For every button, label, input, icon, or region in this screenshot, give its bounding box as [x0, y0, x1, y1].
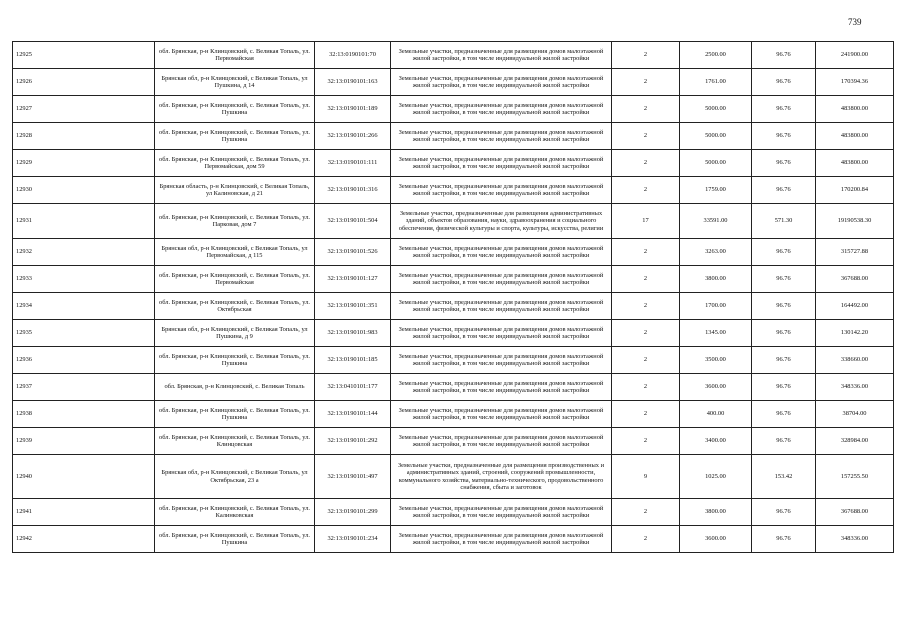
table-row [13, 96, 894, 123]
row-number-cell: 12939 [13, 428, 155, 455]
cadastral-number-cell: 32:13:0190101:163 [315, 69, 391, 96]
specific-value-cell: 96.76 [752, 499, 816, 526]
area-cell: 3500.00 [680, 347, 752, 374]
specific-value-cell: 96.76 [752, 177, 816, 204]
specific-value-cell: 96.76 [752, 69, 816, 96]
address-cell: обл. Брянская, р-н Клинцовский, с. Великая Топаль, ул. Пушкина [155, 401, 315, 428]
row-number-cell: 12928 [13, 123, 155, 150]
row-number-cell: 12935 [13, 320, 155, 347]
area-cell: 3800.00 [680, 266, 752, 293]
table-row [13, 499, 894, 526]
cadastral-value-cell: 19190538.30 [816, 204, 894, 239]
use-group-cell: 2 [612, 123, 680, 150]
address-cell: обл. Брянская, р-н Клинцовский, с. Великая Топаль, ул. Первомайская [155, 266, 315, 293]
specific-value-cell: 96.76 [752, 401, 816, 428]
use-group-cell: 2 [612, 96, 680, 123]
table-row [13, 204, 894, 239]
row-number-cell: 12933 [13, 266, 155, 293]
specific-value-cell: 96.76 [752, 320, 816, 347]
address-cell: Брянская область, р-н Клинцовский, с Великая Топаль, ул Калиновская, д 21 [155, 177, 315, 204]
cadastral-number-cell: 32:13:0190101:189 [315, 96, 391, 123]
area-cell: 3600.00 [680, 374, 752, 401]
cadastral-number-cell: 32:13:0190101:127 [315, 266, 391, 293]
cadastral-value-cell: 157255.50 [816, 455, 894, 499]
cadastral-number-cell: 32:13:0410101:177 [315, 374, 391, 401]
page-number: 739 [848, 17, 862, 27]
area-cell: 2500.00 [680, 42, 752, 69]
specific-value-cell: 96.76 [752, 96, 816, 123]
cadastral-value-cell: 164492.00 [816, 293, 894, 320]
specific-value-cell: 96.76 [752, 123, 816, 150]
area-cell: 3600.00 [680, 526, 752, 553]
cadastral-number-cell: 32:13:0190101:234 [315, 526, 391, 553]
use-group-cell: 2 [612, 239, 680, 266]
specific-value-cell: 96.76 [752, 374, 816, 401]
use-group-cell: 2 [612, 150, 680, 177]
row-number-cell: 12934 [13, 293, 155, 320]
cadastral-value-cell: 328984.00 [816, 428, 894, 455]
land-use-cell: Земельные участки, предназначенные для размещения домов малоэтажной жилой застройки, в том числе индивидуальной жилой застройки [391, 96, 612, 123]
land-use-cell: Земельные участки, предназначенные для размещения домов малоэтажной жилой застройки, в том числе индивидуальной жилой застройки [391, 293, 612, 320]
table-row [13, 177, 894, 204]
row-number-cell: 12929 [13, 150, 155, 177]
table-row [13, 428, 894, 455]
address-cell: обл. Брянская, р-н Клинцовский, с. Великая Топаль, ул. Первомайская, дом 59 [155, 150, 315, 177]
table-row [13, 526, 894, 553]
address-cell: обл. Брянская, р-н Клинцовский, с. Великая Топаль [155, 374, 315, 401]
address-cell: обл. Брянская, р-н Клинцовский, с. Великая Топаль, ул. Пушкина [155, 123, 315, 150]
row-number-cell: 12932 [13, 239, 155, 266]
cadastral-number-cell: 32:13:0190101:144 [315, 401, 391, 428]
cadastral-number-cell: 32:13:0190101:504 [315, 204, 391, 239]
cadastral-number-cell: 32:13:0190101:497 [315, 455, 391, 499]
cadastral-value-cell: 483800.00 [816, 123, 894, 150]
table-row [13, 42, 894, 69]
land-use-cell: Земельные участки, предназначенные для размещения домов малоэтажной жилой застройки, в том числе индивидуальной жилой застройки [391, 499, 612, 526]
land-use-cell: Земельные участки, предназначенные для размещения домов малоэтажной жилой застройки, в том числе индивидуальной жилой застройки [391, 428, 612, 455]
cadastral-number-cell: 32:13:0190101:111 [315, 150, 391, 177]
land-use-cell: Земельные участки, предназначенные для размещения домов малоэтажной жилой застройки, в том числе индивидуальной жилой застройки [391, 150, 612, 177]
land-use-cell: Земельные участки, предназначенные для размещения домов малоэтажной жилой застройки, в том числе индивидуальной жилой застройки [391, 526, 612, 553]
cadastral-value-cell: 483800.00 [816, 96, 894, 123]
area-cell: 5000.00 [680, 96, 752, 123]
land-use-cell: Земельные участки, предназначенные для размещения домов малоэтажной жилой застройки, в том числе индивидуальной жилой застройки [391, 266, 612, 293]
cadastral-value-cell: 241900.00 [816, 42, 894, 69]
area-cell: 400.00 [680, 401, 752, 428]
use-group-cell: 2 [612, 177, 680, 204]
cadastral-value-cell: 338660.00 [816, 347, 894, 374]
table-row [13, 123, 894, 150]
cadastral-number-cell: 32:13:0190101:526 [315, 239, 391, 266]
cadastral-number-cell: 32:13:0190101:266 [315, 123, 391, 150]
cadastral-number-cell: 32:13:0190101:292 [315, 428, 391, 455]
land-use-cell: Земельные участки, предназначенные для размещения домов малоэтажной жилой застройки, в том числе индивидуальной жилой застройки [391, 177, 612, 204]
specific-value-cell: 96.76 [752, 150, 816, 177]
address-cell: обл. Брянская, р-н Клинцовский, с. Великая Топаль, ул. Пушкина [155, 347, 315, 374]
land-registry-table [12, 41, 894, 553]
area-cell: 3400.00 [680, 428, 752, 455]
use-group-cell: 2 [612, 347, 680, 374]
table-row [13, 69, 894, 96]
specific-value-cell: 96.76 [752, 428, 816, 455]
table-row [13, 374, 894, 401]
area-cell: 1759.00 [680, 177, 752, 204]
use-group-cell: 2 [612, 69, 680, 96]
area-cell: 1700.00 [680, 293, 752, 320]
row-number-cell: 12930 [13, 177, 155, 204]
specific-value-cell: 96.76 [752, 526, 816, 553]
cadastral-value-cell: 130142.20 [816, 320, 894, 347]
cadastral-number-cell: 32:13:0190101:70 [315, 42, 391, 69]
cadastral-value-cell: 170200.84 [816, 177, 894, 204]
cadastral-value-cell: 483800.00 [816, 150, 894, 177]
use-group-cell: 2 [612, 293, 680, 320]
land-use-cell: Земельные участки, предназначенные для размещения домов малоэтажной жилой застройки, в том числе индивидуальной жилой застройки [391, 347, 612, 374]
use-group-cell: 2 [612, 499, 680, 526]
row-number-cell: 12942 [13, 526, 155, 553]
land-use-cell: Земельные участки, предназначенные для размещения производственных и административных зданий, строений, сооружений промышленности, коммунального хозяйства, материально-технического, продовольственного снабжения, сбыта и заготовок [391, 455, 612, 499]
address-cell: Брянская обл, р-н Клинцовский, с Великая Топаль, ул Первомайская, д 115 [155, 239, 315, 266]
specific-value-cell: 96.76 [752, 347, 816, 374]
land-use-cell: Земельные участки, предназначенные для размещения домов малоэтажной жилой застройки, в том числе индивидуальной жилой застройки [391, 69, 612, 96]
cadastral-value-cell: 315727.88 [816, 239, 894, 266]
table-row [13, 150, 894, 177]
table-body [13, 42, 894, 553]
cadastral-value-cell: 367688.00 [816, 266, 894, 293]
use-group-cell: 2 [612, 428, 680, 455]
row-number-cell: 12925 [13, 42, 155, 69]
area-cell: 5000.00 [680, 150, 752, 177]
use-group-cell: 17 [612, 204, 680, 239]
cadastral-value-cell: 38704.00 [816, 401, 894, 428]
area-cell: 3800.00 [680, 499, 752, 526]
use-group-cell: 9 [612, 455, 680, 499]
specific-value-cell: 571.30 [752, 204, 816, 239]
address-cell: Брянская обл, р-н Клинцовский, с Великая Топаль, ул Пушкина, д 9 [155, 320, 315, 347]
cadastral-value-cell: 367688.00 [816, 499, 894, 526]
table-row [13, 347, 894, 374]
address-cell: Брянская обл, р-н Клинцовский, с Великая Топаль, ул Октябрьская, 23 а [155, 455, 315, 499]
cadastral-value-cell: 170394.36 [816, 69, 894, 96]
table-row [13, 320, 894, 347]
area-cell: 1025.00 [680, 455, 752, 499]
area-cell: 5000.00 [680, 123, 752, 150]
row-number-cell: 12937 [13, 374, 155, 401]
area-cell: 3263.00 [680, 239, 752, 266]
address-cell: обл. Брянская, р-н Клинцовский, с. Великая Топаль, ул. Первомайская [155, 42, 315, 69]
row-number-cell: 12927 [13, 96, 155, 123]
area-cell: 1761.00 [680, 69, 752, 96]
land-use-cell: Земельные участки, предназначенные для размещения домов малоэтажной жилой застройки, в том числе индивидуальной жилой застройки [391, 320, 612, 347]
land-use-cell: Земельные участки, предназначенные для размещения домов малоэтажной жилой застройки, в том числе индивидуальной жилой застройки [391, 42, 612, 69]
area-cell: 33591.00 [680, 204, 752, 239]
row-number-cell: 12940 [13, 455, 155, 499]
land-use-cell: Земельные участки, предназначенные для размещения домов малоэтажной жилой застройки, в том числе индивидуальной жилой застройки [391, 123, 612, 150]
address-cell: обл. Брянская, р-н Клинцовский, с. Великая Топаль, ул. Пушкина [155, 96, 315, 123]
cadastral-number-cell: 32:13:0190101:299 [315, 499, 391, 526]
address-cell: обл. Брянская, р-н Клинцовский, с. Великая Топаль, ул. Клинцовская [155, 428, 315, 455]
use-group-cell: 2 [612, 266, 680, 293]
address-cell: обл. Брянская, р-н Клинцовский, с. Великая Топаль, ул. Калинковская [155, 499, 315, 526]
row-number-cell: 12931 [13, 204, 155, 239]
use-group-cell: 2 [612, 526, 680, 553]
land-use-cell: Земельные участки, предназначенные для размещения домов малоэтажной жилой застройки, в том числе индивидуальной жилой застройки [391, 374, 612, 401]
cadastral-value-cell: 348336.00 [816, 526, 894, 553]
area-cell: 1345.00 [680, 320, 752, 347]
cadastral-number-cell: 32:13:0190101:316 [315, 177, 391, 204]
use-group-cell: 2 [612, 374, 680, 401]
table-row [13, 455, 894, 499]
table-row [13, 239, 894, 266]
cadastral-number-cell: 32:13:0190101:351 [315, 293, 391, 320]
land-use-cell: Земельные участки, предназначенные для размещения домов малоэтажной жилой застройки, в том числе индивидуальной жилой застройки [391, 239, 612, 266]
use-group-cell: 2 [612, 401, 680, 428]
specific-value-cell: 96.76 [752, 239, 816, 266]
specific-value-cell: 96.76 [752, 266, 816, 293]
land-use-cell: Земельные участки, предназначенные для размещения домов малоэтажной жилой застройки, в том числе индивидуальной жилой застройки [391, 401, 612, 428]
address-cell: обл. Брянская, р-н Клинцовский, с. Великая Топаль, ул. Пушкина [155, 526, 315, 553]
address-cell: Брянская обл, р-н Клинцовский, с Великая Топаль, ул Пушкина, д 14 [155, 69, 315, 96]
cadastral-value-cell: 348336.00 [816, 374, 894, 401]
table-row [13, 401, 894, 428]
cadastral-number-cell: 32:13:0190101:983 [315, 320, 391, 347]
row-number-cell: 12941 [13, 499, 155, 526]
land-use-cell: Земельные участки, предназначенные для размещения административных зданий, объектов образования, науки, здравоохранения и социального обеспечения, физической культуры и спорта, культуры, искусства, религии [391, 204, 612, 239]
specific-value-cell: 153.42 [752, 455, 816, 499]
row-number-cell: 12936 [13, 347, 155, 374]
address-cell: обл. Брянская, р-н Клинцовский, с. Великая Топаль, ул. Октябрьская [155, 293, 315, 320]
row-number-cell: 12926 [13, 69, 155, 96]
cadastral-number-cell: 32:13:0190101:185 [315, 347, 391, 374]
address-cell: обл. Брянская, р-н Клинцовский, с. Великая Топаль, ул. Парковая, дом 7 [155, 204, 315, 239]
use-group-cell: 2 [612, 320, 680, 347]
row-number-cell: 12938 [13, 401, 155, 428]
specific-value-cell: 96.76 [752, 293, 816, 320]
use-group-cell: 2 [612, 42, 680, 69]
table-row [13, 266, 894, 293]
table-row [13, 293, 894, 320]
specific-value-cell: 96.76 [752, 42, 816, 69]
